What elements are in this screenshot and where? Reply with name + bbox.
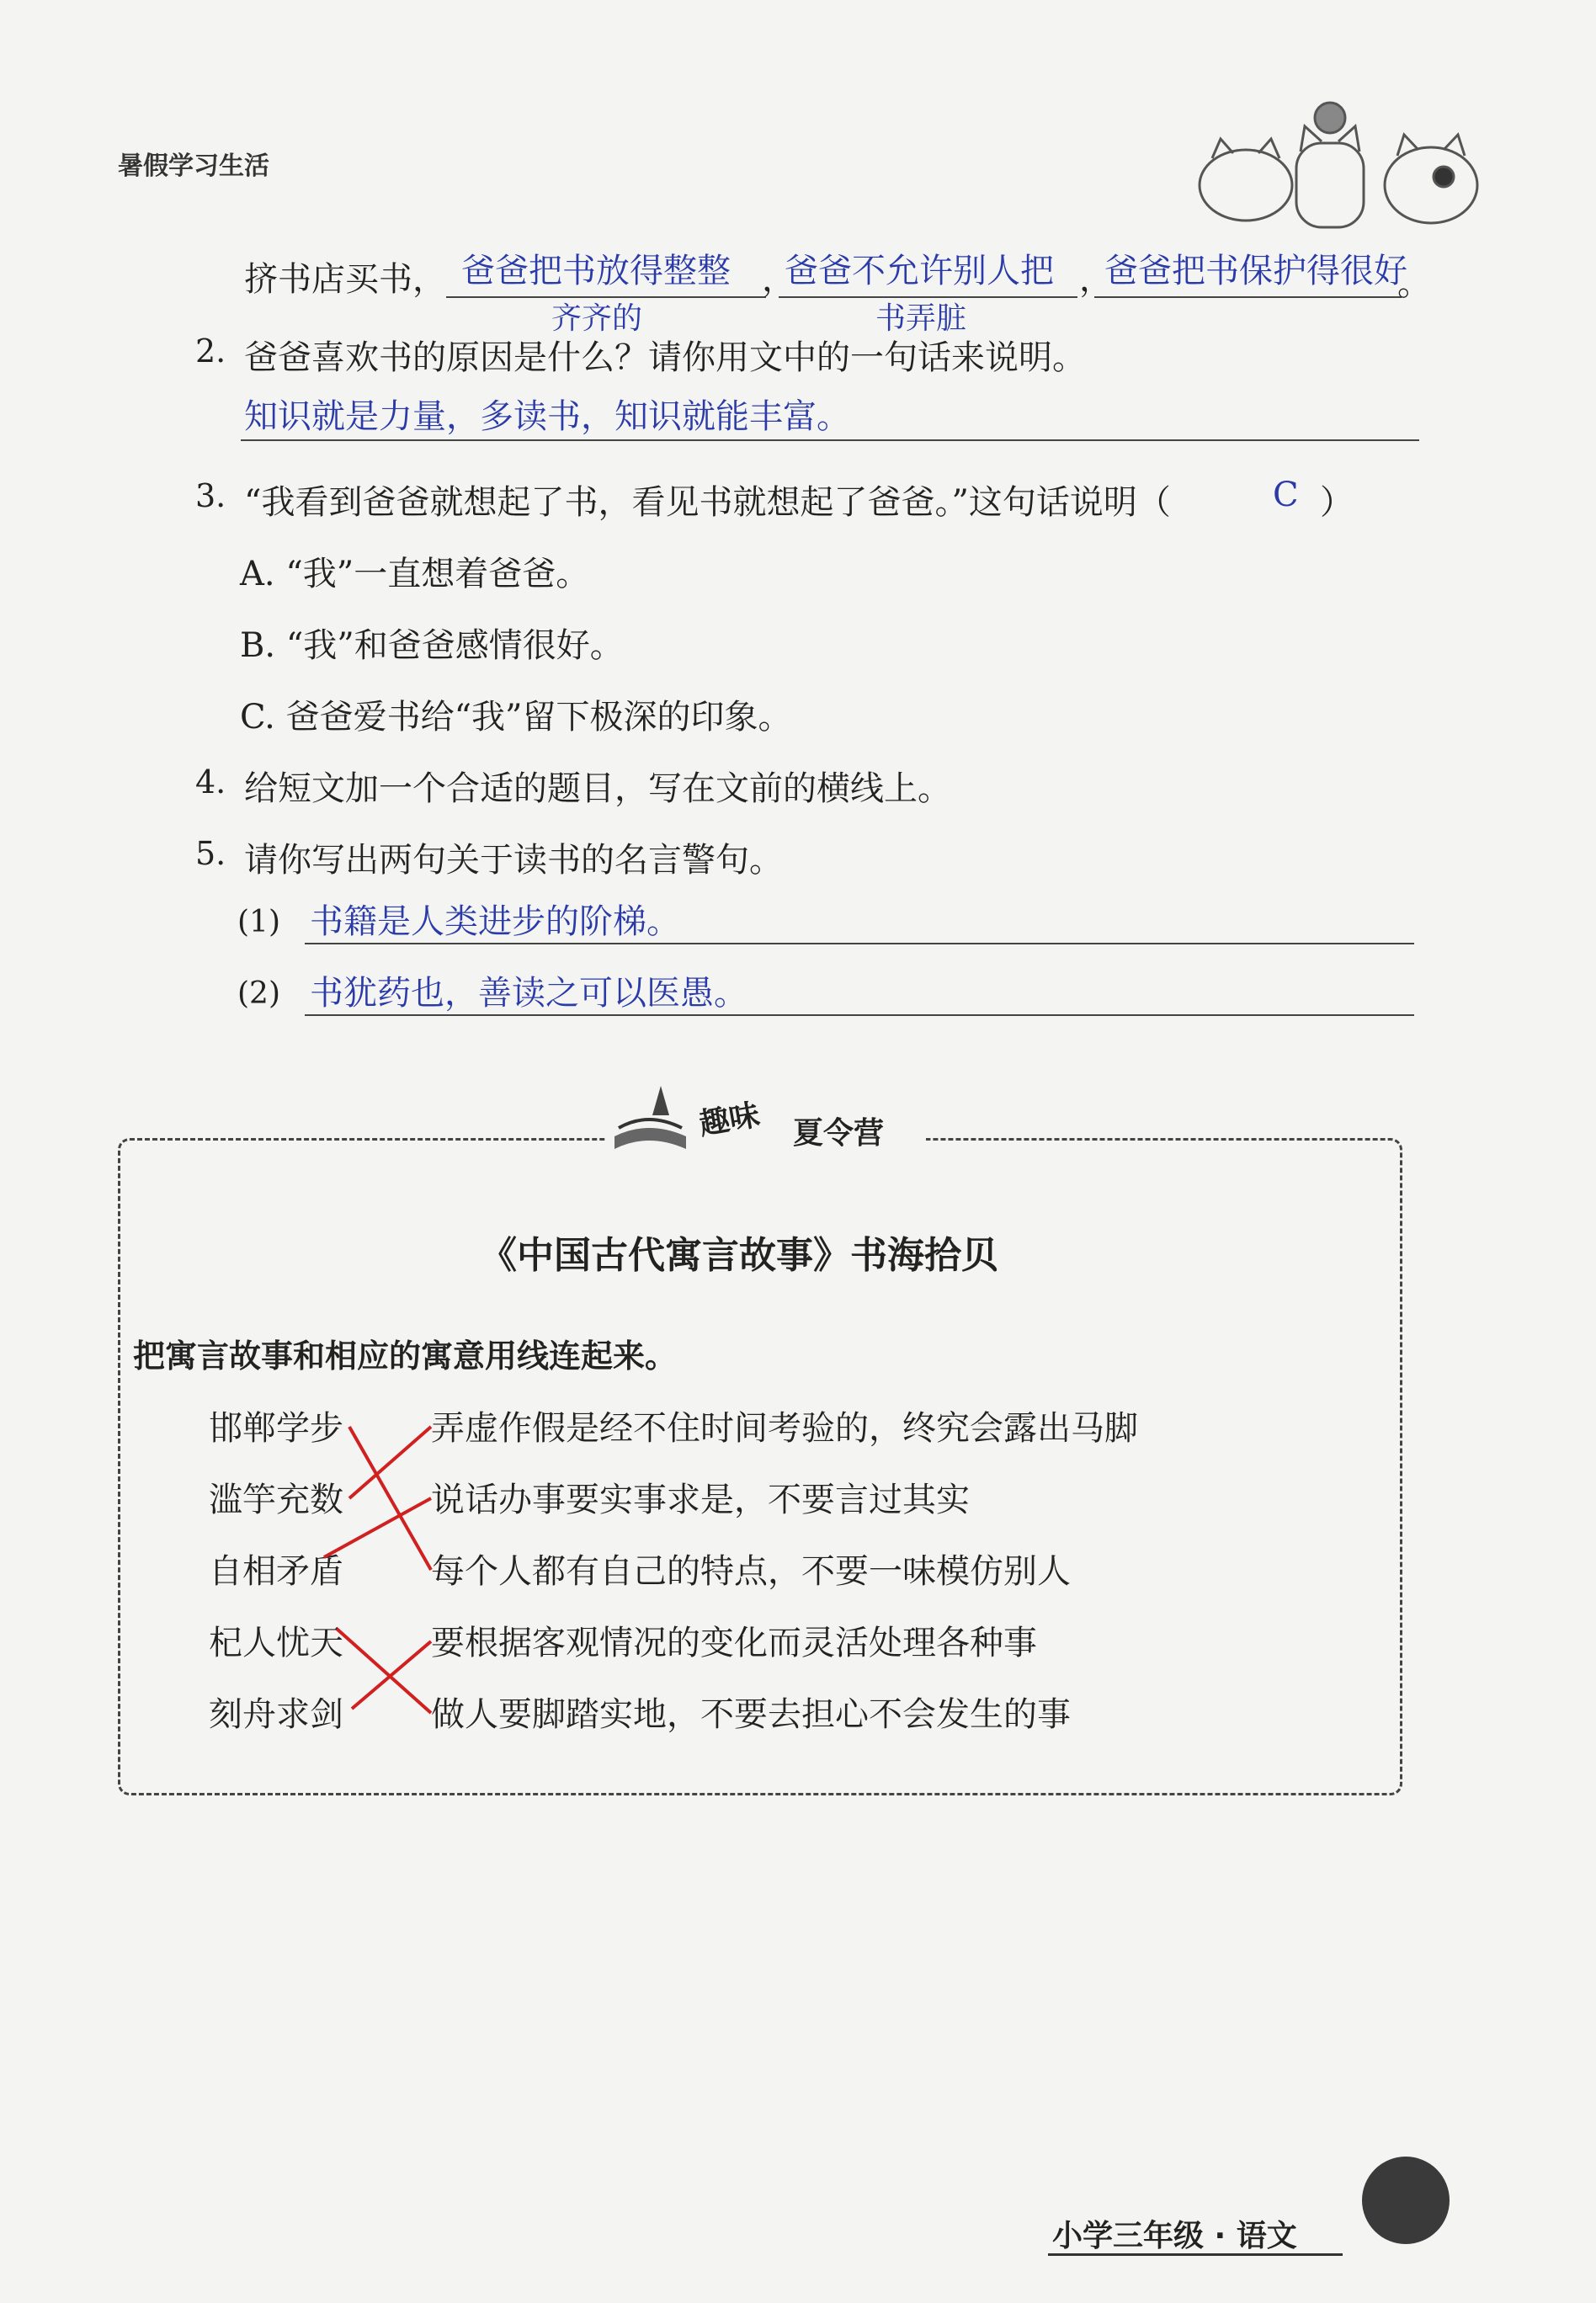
footer-text: 小学三年级 · 语文 (1052, 2219, 1297, 2253)
q1-answer2-line1: 爸爸不允许别人把 (785, 252, 1054, 290)
q1-answer2-line2: 书弄脏 (875, 301, 967, 336)
page-number-badge (1362, 2157, 1450, 2244)
meaning-1: 弄虚作假是经不住时间考验的，终究会露出马脚 (431, 1409, 1138, 1448)
header-title: 暑假学习生活 (118, 152, 269, 181)
q3-option-c: C. 爸爸爱书给“我”留下极深的印象。 (240, 698, 792, 737)
footer-rule (1048, 2253, 1343, 2256)
idiom-5: 刻舟求剑 (209, 1695, 343, 1734)
match-line-3 (324, 1498, 431, 1557)
match-line-2 (349, 1427, 431, 1498)
box-instruction: 把寓言故事和相应的寓意用线连起来。 (133, 1338, 678, 1375)
q3-close: ） (1320, 483, 1354, 522)
q4-number: 4. (195, 763, 226, 800)
q3-text: “我看到爸爸就想起了书，看见书就想起了爸爸。”这句话说明（ (244, 483, 1171, 522)
q1-prefix: 挤书店买书， (244, 260, 446, 299)
match-line-1 (349, 1427, 431, 1570)
q3-option-a: A. “我”一直想着爸爸。 (240, 555, 590, 593)
q5-text: 请你写出两句关于读书的名言警句。 (244, 841, 783, 880)
q5-item1-answer: 书籍是人类进步的阶梯。 (310, 902, 680, 941)
q3-option-b: B. “我”和爸爸感情很好。 (240, 626, 624, 665)
meaning-2: 说话办事要实事求是，不要言过其实 (431, 1481, 970, 1519)
q5-item2-answer: 书犹药也，善读之可以医愚。 (310, 974, 747, 1013)
idiom-4: 杞人忧天 (209, 1624, 343, 1662)
q3-answer: C (1273, 476, 1299, 514)
q5-number: 5. (195, 835, 226, 872)
match-line-4 (337, 1629, 431, 1713)
q5-item1-label: (1) (237, 905, 280, 939)
q2-text: 爸爸喜欢书的原因是什么？请你用文中的一句话来说明。 (244, 338, 1086, 377)
q1-sep2: ， (1079, 260, 1113, 299)
q4-text: 给短文加一个合适的题目，写在文前的横线上。 (244, 769, 951, 808)
box-title: 《中国古代寓言故事》书海拾贝 (480, 1234, 998, 1277)
idiom-3: 自相矛盾 (209, 1552, 343, 1591)
q3-number: 3. (195, 477, 226, 514)
q2-number: 2. (195, 332, 226, 370)
meaning-5: 做人要脚踏实地，不要去担心不会发生的事 (431, 1695, 1071, 1734)
q2-answer: 知识就是力量，多读书，知识就能丰富。 (244, 397, 850, 436)
banner-text-2: 夏令营 (793, 1116, 885, 1151)
q1-answer3: 爸爸把书保护得很好 (1104, 252, 1407, 290)
q1-sep1: ， (762, 260, 795, 299)
q5-item2-label: (2) (237, 976, 280, 1011)
idiom-1: 邯郸学步 (209, 1409, 343, 1448)
banner-text-1: 趣味 (696, 1098, 763, 1142)
idiom-2: 滥竽充数 (209, 1481, 343, 1519)
q1-answer1-line2: 齐齐的 (551, 301, 643, 336)
meaning-4: 要根据客观情况的变化而灵活处理各种事 (431, 1624, 1037, 1662)
meaning-3: 每个人都有自己的特点，不要一味模仿别人 (431, 1552, 1071, 1591)
q1-answer1-line1: 爸爸把书放得整整 (461, 252, 731, 290)
q1-end: 。 (1397, 264, 1431, 303)
